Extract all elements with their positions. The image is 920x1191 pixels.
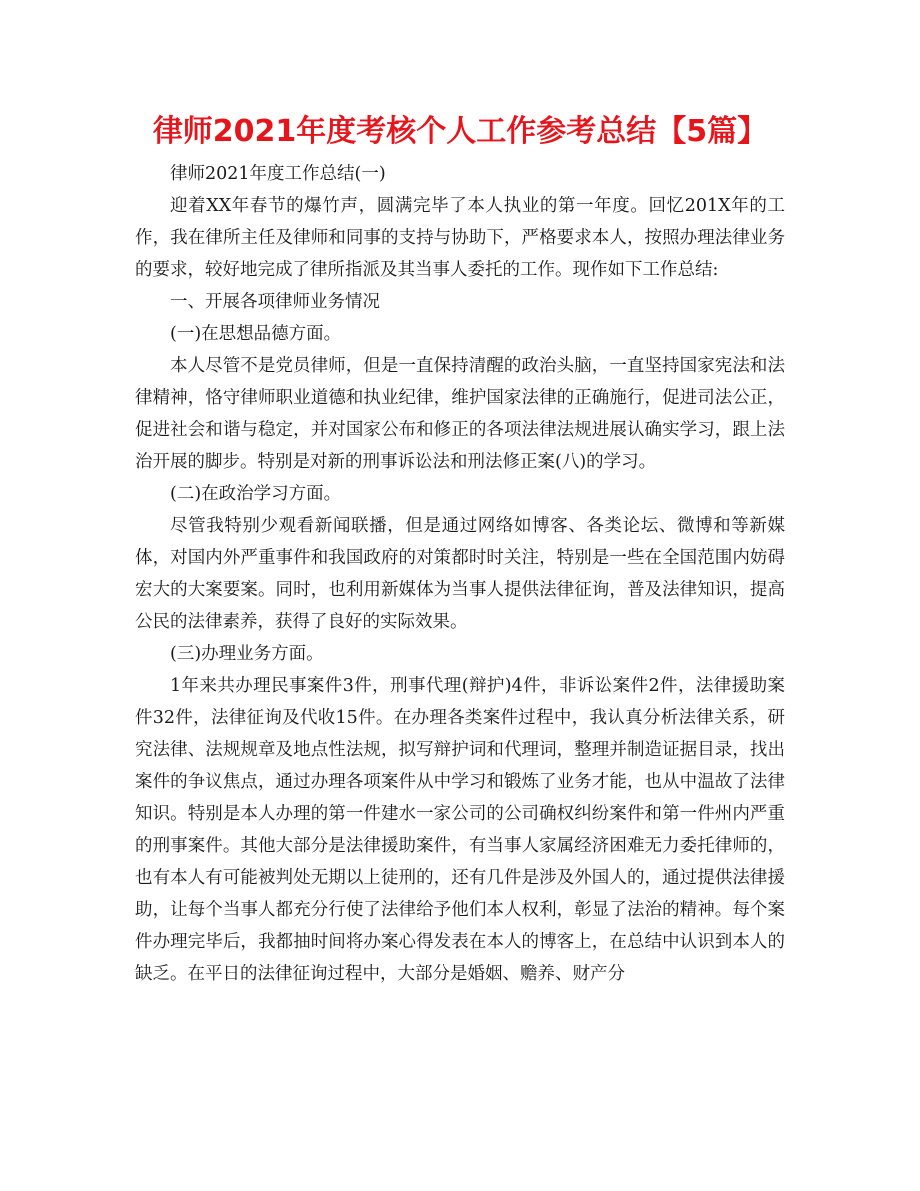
paragraph-subheading-3: (三)办理业务方面。 (170, 644, 324, 664)
paragraph-ethics: 本人尽管不是党员律师，但是一直保持清醒的政治头脑，一直坚持国家宪法和法律精神，恪守律师职业道德和执业纪律，维护国家法律的正确施行，促进司法公正，促进社会和谐与稳定，并对国家公布和修正的各项法律法规进展认确实学习，跟上法治开展的脚步。特别是对新的刑事诉讼法和刑法修正案(八)的学习。 (135, 356, 785, 472)
paragraph-intro: 迎着XX年春节的爆竹声，圆满完毕了本人执业的第一年度。回忆201X年的工作，我在律所主任及律师和同事的支持与协助下，严格要求本人，按照办理法律业务的要求，较好地完成了律所指派及其当事人委托的工作。现作如下工作总结: (135, 196, 785, 280)
paragraph-section-heading: 律师2021年度工作总结(一) (170, 164, 386, 184)
document-body (135, 158, 785, 990)
paragraph-subheading-1: (一)在思想品德方面。 (170, 324, 342, 344)
paragraph-political-study: 尽管我特别少观看新闻联播，但是通过网络如博客、各类论坛、微博和等新媒体，对国内外严重事件和我国政府的对策都时时关注，特别是一些在全国范围内妨碍宏大的大案要案。同时，也利用新媒体为当事人提供法律征询，普及法律知识，提高公民的法律素养，获得了良好的实际效果。 (135, 516, 785, 632)
paragraph-case-handling: 1年来共办理民事案件3件，刑事代理(辩护)4件，非诉讼案件2件，法律援助案件32件，法律征询及代收15件。在办理各类案件过程中，我认真分析法律关系，研究法律、法规规章及地点性法规，拟写辩护词和代理词，整理并制造证据目录，找出案件的争议焦点，通过办理各项案件从中学习和锻炼了业务才能，也从中温故了法律知识。特别是本人办理的第一件建水一家公司的公司确权纠纷案件和第一件州内严重的刑事案件。其他大部分是法律援助案件，有当事人家属经济困难无力委托律师的，也有本人有可能被判处无期以上徒刑的，还有几件是涉及外国人的，通过提供法律援助，让每个当事人都充分行使了法律给予他们本人权利，彰显了法治的精神。每个案件办理完毕后，我都抽时间将办案心得发表在本人的博客上，在总结中认识到本人的缺乏。在平日的法律征询过程中，大部分是婚姻、赡养、财产分 (135, 676, 785, 984)
paragraph-subheading-2: (二)在政治学习方面。 (170, 484, 342, 504)
document-title: 律师2021年度考核个人工作参考总结【5篇】 (152, 114, 768, 149)
paragraph-heading-1: 一、开展各项律师业务情况 (170, 292, 380, 312)
